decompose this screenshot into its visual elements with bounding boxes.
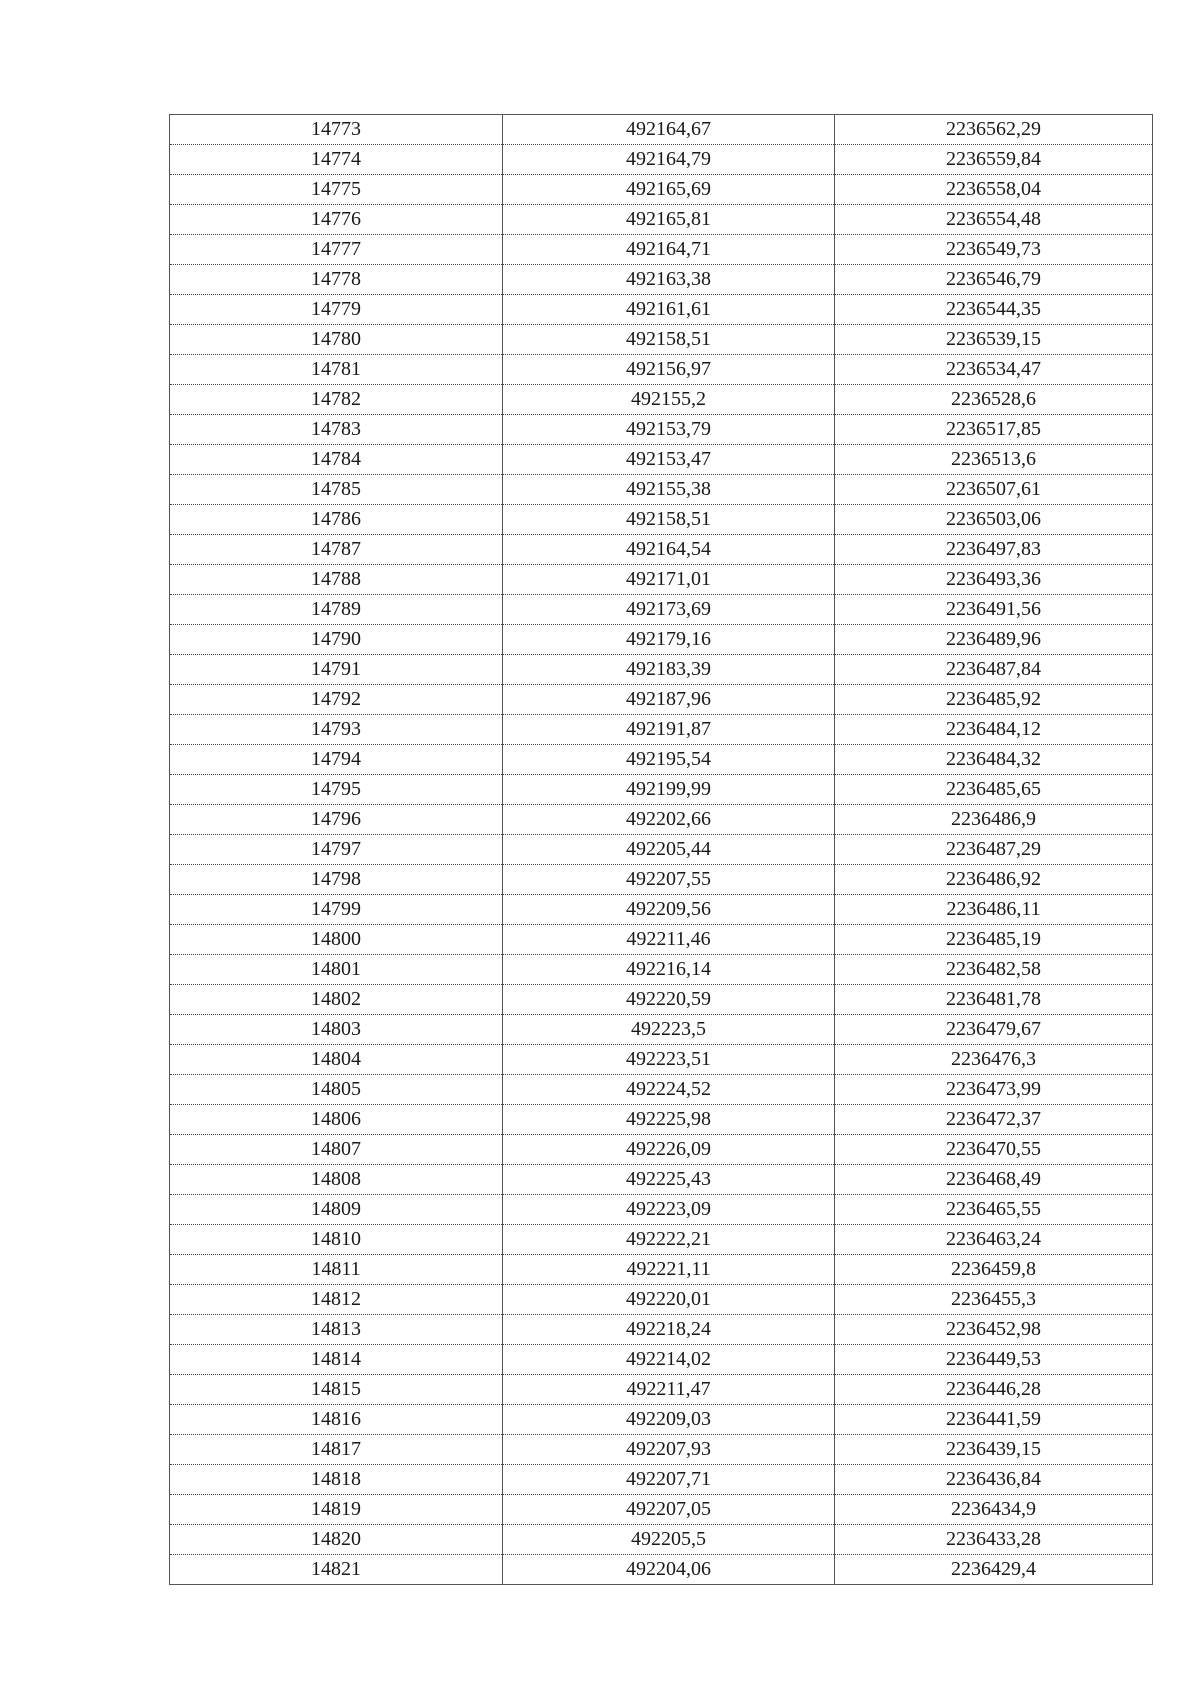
y-coordinate-cell: 2236479,67 — [835, 1015, 1153, 1045]
table-row — [170, 535, 1153, 565]
point-number-cell: 14820 — [170, 1525, 503, 1555]
y-coordinate-cell: 2236493,36 — [835, 565, 1153, 595]
x-coordinate-cell: 492164,71 — [503, 235, 835, 265]
y-coordinate-cell: 2236436,84 — [835, 1465, 1153, 1495]
x-coordinate-cell: 492155,38 — [503, 475, 835, 505]
table-row — [170, 265, 1153, 295]
table-row — [170, 1405, 1153, 1435]
x-coordinate-cell: 492164,79 — [503, 145, 835, 175]
y-coordinate-cell: 2236446,28 — [835, 1375, 1153, 1405]
x-coordinate-cell: 492205,44 — [503, 835, 835, 865]
x-coordinate-cell: 492211,47 — [503, 1375, 835, 1405]
y-coordinate-cell: 2236459,8 — [835, 1255, 1153, 1285]
y-coordinate-cell: 2236503,06 — [835, 505, 1153, 535]
table-row — [170, 835, 1153, 865]
x-coordinate-cell: 492209,56 — [503, 895, 835, 925]
y-coordinate-cell: 2236554,48 — [835, 205, 1153, 235]
x-coordinate-cell: 492164,67 — [503, 115, 835, 145]
x-coordinate-cell: 492171,01 — [503, 565, 835, 595]
x-coordinate-cell: 492222,21 — [503, 1225, 835, 1255]
y-coordinate-cell: 2236434,9 — [835, 1495, 1153, 1525]
table-row — [170, 1375, 1153, 1405]
point-number-cell: 14799 — [170, 895, 503, 925]
x-coordinate-cell: 492158,51 — [503, 325, 835, 355]
point-number-cell: 14801 — [170, 955, 503, 985]
point-number-cell: 14779 — [170, 295, 503, 325]
x-coordinate-cell: 492165,81 — [503, 205, 835, 235]
point-number-cell: 14807 — [170, 1135, 503, 1165]
y-coordinate-cell: 2236517,85 — [835, 415, 1153, 445]
point-number-cell: 14784 — [170, 445, 503, 475]
x-coordinate-cell: 492153,47 — [503, 445, 835, 475]
point-number-cell: 14812 — [170, 1285, 503, 1315]
x-coordinate-cell: 492161,61 — [503, 295, 835, 325]
point-number-cell: 14813 — [170, 1315, 503, 1345]
y-coordinate-cell: 2236562,29 — [835, 115, 1153, 145]
point-number-cell: 14786 — [170, 505, 503, 535]
y-coordinate-cell: 2236468,49 — [835, 1165, 1153, 1195]
table-row — [170, 1525, 1153, 1555]
y-coordinate-cell: 2236486,11 — [835, 895, 1153, 925]
table-row — [170, 595, 1153, 625]
x-coordinate-cell: 492218,24 — [503, 1315, 835, 1345]
x-coordinate-cell: 492202,66 — [503, 805, 835, 835]
table-row — [170, 1135, 1153, 1165]
y-coordinate-cell: 2236497,83 — [835, 535, 1153, 565]
point-number-cell: 14814 — [170, 1345, 503, 1375]
point-number-cell: 14821 — [170, 1555, 503, 1585]
coordinates-table — [169, 114, 1153, 1585]
table-row — [170, 805, 1153, 835]
x-coordinate-cell: 492220,01 — [503, 1285, 835, 1315]
y-coordinate-cell: 2236482,58 — [835, 955, 1153, 985]
x-coordinate-cell: 492155,2 — [503, 385, 835, 415]
point-number-cell: 14805 — [170, 1075, 503, 1105]
point-number-cell: 14815 — [170, 1375, 503, 1405]
y-coordinate-cell: 2236433,28 — [835, 1525, 1153, 1555]
x-coordinate-cell: 492223,5 — [503, 1015, 835, 1045]
x-coordinate-cell: 492156,97 — [503, 355, 835, 385]
table-row — [170, 1465, 1153, 1495]
x-coordinate-cell: 492207,71 — [503, 1465, 835, 1495]
x-coordinate-cell: 492195,54 — [503, 745, 835, 775]
y-coordinate-cell: 2236546,79 — [835, 265, 1153, 295]
point-number-cell: 14795 — [170, 775, 503, 805]
table-row — [170, 1195, 1153, 1225]
x-coordinate-cell: 492205,5 — [503, 1525, 835, 1555]
point-number-cell: 14802 — [170, 985, 503, 1015]
y-coordinate-cell: 2236486,92 — [835, 865, 1153, 895]
point-number-cell: 14773 — [170, 115, 503, 145]
x-coordinate-cell: 492209,03 — [503, 1405, 835, 1435]
y-coordinate-cell: 2236452,98 — [835, 1315, 1153, 1345]
y-coordinate-cell: 2236539,15 — [835, 325, 1153, 355]
y-coordinate-cell: 2236476,3 — [835, 1045, 1153, 1075]
y-coordinate-cell: 2236481,78 — [835, 985, 1153, 1015]
table-row — [170, 655, 1153, 685]
y-coordinate-cell: 2236470,55 — [835, 1135, 1153, 1165]
point-number-cell: 14808 — [170, 1165, 503, 1195]
point-number-cell: 14781 — [170, 355, 503, 385]
table-row — [170, 1285, 1153, 1315]
point-number-cell: 14800 — [170, 925, 503, 955]
x-coordinate-cell: 492223,51 — [503, 1045, 835, 1075]
table-row — [170, 925, 1153, 955]
point-number-cell: 14787 — [170, 535, 503, 565]
table-row — [170, 1315, 1153, 1345]
y-coordinate-cell: 2236558,04 — [835, 175, 1153, 205]
x-coordinate-cell: 492204,06 — [503, 1555, 835, 1585]
table-row — [170, 145, 1153, 175]
table-row — [170, 895, 1153, 925]
x-coordinate-cell: 492187,96 — [503, 685, 835, 715]
x-coordinate-cell: 492158,51 — [503, 505, 835, 535]
point-number-cell: 14788 — [170, 565, 503, 595]
point-number-cell: 14797 — [170, 835, 503, 865]
point-number-cell: 14792 — [170, 685, 503, 715]
point-number-cell: 14794 — [170, 745, 503, 775]
point-number-cell: 14780 — [170, 325, 503, 355]
table-row — [170, 325, 1153, 355]
table-row — [170, 175, 1153, 205]
x-coordinate-cell: 492223,09 — [503, 1195, 835, 1225]
y-coordinate-cell: 2236486,9 — [835, 805, 1153, 835]
point-number-cell: 14775 — [170, 175, 503, 205]
table-row — [170, 775, 1153, 805]
table-row — [170, 625, 1153, 655]
table-row — [170, 985, 1153, 1015]
point-number-cell: 14790 — [170, 625, 503, 655]
x-coordinate-cell: 492226,09 — [503, 1135, 835, 1165]
point-number-cell: 14818 — [170, 1465, 503, 1495]
table-row — [170, 415, 1153, 445]
y-coordinate-cell: 2236489,96 — [835, 625, 1153, 655]
point-number-cell: 14785 — [170, 475, 503, 505]
table-row — [170, 235, 1153, 265]
point-number-cell: 14817 — [170, 1435, 503, 1465]
x-coordinate-cell: 492165,69 — [503, 175, 835, 205]
y-coordinate-cell: 2236507,61 — [835, 475, 1153, 505]
x-coordinate-cell: 492163,38 — [503, 265, 835, 295]
y-coordinate-cell: 2236463,24 — [835, 1225, 1153, 1255]
point-number-cell: 14810 — [170, 1225, 503, 1255]
point-number-cell: 14819 — [170, 1495, 503, 1525]
x-coordinate-cell: 492164,54 — [503, 535, 835, 565]
table-row — [170, 1435, 1153, 1465]
x-coordinate-cell: 492173,69 — [503, 595, 835, 625]
table-row — [170, 505, 1153, 535]
x-coordinate-cell: 492207,93 — [503, 1435, 835, 1465]
y-coordinate-cell: 2236491,56 — [835, 595, 1153, 625]
table-row — [170, 955, 1153, 985]
x-coordinate-cell: 492225,43 — [503, 1165, 835, 1195]
x-coordinate-cell: 492211,46 — [503, 925, 835, 955]
x-coordinate-cell: 492199,99 — [503, 775, 835, 805]
y-coordinate-cell: 2236559,84 — [835, 145, 1153, 175]
point-number-cell: 14789 — [170, 595, 503, 625]
y-coordinate-cell: 2236484,32 — [835, 745, 1153, 775]
point-number-cell: 14816 — [170, 1405, 503, 1435]
table-row — [170, 445, 1153, 475]
table-row — [170, 1045, 1153, 1075]
point-number-cell: 14791 — [170, 655, 503, 685]
point-number-cell: 14777 — [170, 235, 503, 265]
y-coordinate-cell: 2236473,99 — [835, 1075, 1153, 1105]
point-number-cell: 14776 — [170, 205, 503, 235]
y-coordinate-cell: 2236455,3 — [835, 1285, 1153, 1315]
table-row — [170, 115, 1153, 145]
y-coordinate-cell: 2236485,92 — [835, 685, 1153, 715]
y-coordinate-cell: 2236544,35 — [835, 295, 1153, 325]
y-coordinate-cell: 2236549,73 — [835, 235, 1153, 265]
table-row — [170, 1255, 1153, 1285]
table-row — [170, 715, 1153, 745]
table-row — [170, 565, 1153, 595]
table-row — [170, 385, 1153, 415]
x-coordinate-cell: 492207,55 — [503, 865, 835, 895]
x-coordinate-cell: 492153,79 — [503, 415, 835, 445]
table-row — [170, 685, 1153, 715]
y-coordinate-cell: 2236484,12 — [835, 715, 1153, 745]
point-number-cell: 14783 — [170, 415, 503, 445]
y-coordinate-cell: 2236472,37 — [835, 1105, 1153, 1135]
table-row — [170, 865, 1153, 895]
x-coordinate-cell: 492221,11 — [503, 1255, 835, 1285]
table-row — [170, 1225, 1153, 1255]
y-coordinate-cell: 2236465,55 — [835, 1195, 1153, 1225]
y-coordinate-cell: 2236485,65 — [835, 775, 1153, 805]
x-coordinate-cell: 492214,02 — [503, 1345, 835, 1375]
y-coordinate-cell: 2236487,29 — [835, 835, 1153, 865]
x-coordinate-cell: 492179,16 — [503, 625, 835, 655]
x-coordinate-cell: 492225,98 — [503, 1105, 835, 1135]
x-coordinate-cell: 492224,52 — [503, 1075, 835, 1105]
point-number-cell: 14806 — [170, 1105, 503, 1135]
point-number-cell: 14809 — [170, 1195, 503, 1225]
table-row — [170, 475, 1153, 505]
point-number-cell: 14798 — [170, 865, 503, 895]
point-number-cell: 14782 — [170, 385, 503, 415]
table-row — [170, 1075, 1153, 1105]
table-row — [170, 295, 1153, 325]
point-number-cell: 14796 — [170, 805, 503, 835]
x-coordinate-cell: 492183,39 — [503, 655, 835, 685]
point-number-cell: 14793 — [170, 715, 503, 745]
point-number-cell: 14803 — [170, 1015, 503, 1045]
y-coordinate-cell: 2236429,4 — [835, 1555, 1153, 1585]
x-coordinate-cell: 492191,87 — [503, 715, 835, 745]
x-coordinate-cell: 492216,14 — [503, 955, 835, 985]
y-coordinate-cell: 2236485,19 — [835, 925, 1153, 955]
y-coordinate-cell: 2236449,53 — [835, 1345, 1153, 1375]
point-number-cell: 14811 — [170, 1255, 503, 1285]
point-number-cell: 14778 — [170, 265, 503, 295]
table-row — [170, 1105, 1153, 1135]
x-coordinate-cell: 492207,05 — [503, 1495, 835, 1525]
table-row — [170, 1345, 1153, 1375]
y-coordinate-cell: 2236439,15 — [835, 1435, 1153, 1465]
table-row — [170, 1015, 1153, 1045]
table-row — [170, 1555, 1153, 1585]
coordinates-table-body — [170, 115, 1153, 1585]
point-number-cell: 14774 — [170, 145, 503, 175]
y-coordinate-cell: 2236441,59 — [835, 1405, 1153, 1435]
table-row — [170, 355, 1153, 385]
table-row — [170, 1165, 1153, 1195]
y-coordinate-cell: 2236528,6 — [835, 385, 1153, 415]
y-coordinate-cell: 2236513,6 — [835, 445, 1153, 475]
y-coordinate-cell: 2236487,84 — [835, 655, 1153, 685]
table-row — [170, 205, 1153, 235]
point-number-cell: 14804 — [170, 1045, 503, 1075]
table-row — [170, 745, 1153, 775]
y-coordinate-cell: 2236534,47 — [835, 355, 1153, 385]
x-coordinate-cell: 492220,59 — [503, 985, 835, 1015]
table-row — [170, 1495, 1153, 1525]
